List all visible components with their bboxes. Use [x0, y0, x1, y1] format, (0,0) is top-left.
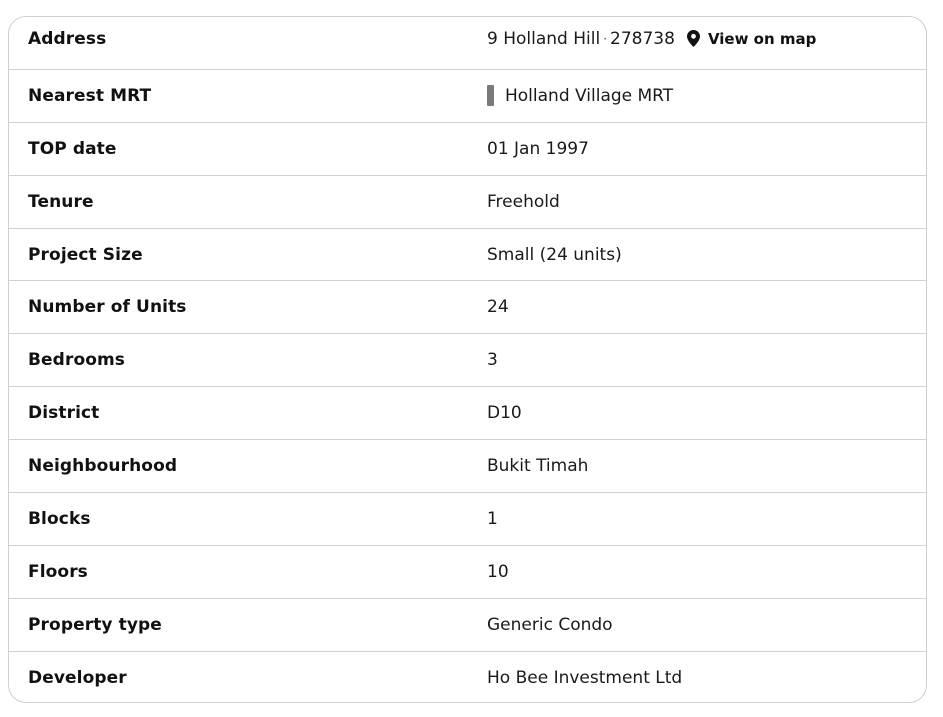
row-bedrooms — [9, 334, 926, 387]
property-details-table — [8, 16, 927, 703]
row-blocks — [9, 493, 926, 546]
address-postal: 278738 — [610, 28, 675, 49]
top-date-value: 01 Jan 1997 — [487, 138, 589, 159]
row-developer — [9, 652, 926, 703]
row-address — [9, 17, 926, 70]
tenure-value: Freehold — [487, 191, 560, 212]
nearest-mrt-value — [487, 70, 673, 122]
address-separator: · — [603, 31, 608, 46]
nearest-mrt-label: Nearest MRT — [28, 85, 152, 106]
project-size-value: Small (24 units) — [487, 244, 622, 265]
district-value: D10 — [487, 403, 522, 424]
row-nearest-mrt — [9, 70, 926, 123]
row-tenure — [9, 176, 926, 229]
row-number-of-units — [9, 281, 926, 334]
number-of-units-value: 24 — [487, 297, 509, 318]
row-top-date — [9, 123, 926, 176]
mrt-line-color-bar — [487, 85, 494, 106]
floors-value: 10 — [487, 561, 509, 582]
project-size-label: Project Size — [28, 244, 143, 265]
row-property-type — [9, 599, 926, 652]
tenure-label: Tenure — [28, 191, 94, 212]
blocks-value: 1 — [487, 508, 498, 529]
row-district — [9, 387, 926, 440]
bedrooms-label: Bedrooms — [28, 350, 126, 371]
bedrooms-value: 3 — [487, 350, 498, 371]
view-on-map-label: View on map — [707, 29, 817, 48]
property-type-value: Generic Condo — [487, 614, 613, 635]
floors-label: Floors — [28, 561, 88, 582]
row-floors — [9, 546, 926, 599]
number-of-units-label: Number of Units — [28, 297, 187, 318]
address-label: Address — [28, 28, 107, 49]
district-label: District — [28, 403, 100, 424]
top-date-label: TOP date — [28, 138, 117, 159]
developer-label: Developer — [28, 668, 127, 689]
mrt-station-name: Holland Village MRT — [505, 85, 674, 106]
property-type-label: Property type — [28, 614, 162, 635]
map-pin-icon — [687, 30, 700, 47]
developer-value: Ho Bee Investment Ltd — [487, 668, 683, 689]
view-on-map-link[interactable] — [687, 30, 816, 48]
row-project-size — [9, 229, 926, 282]
address-street: 9 Holland Hill — [487, 28, 601, 49]
blocks-label: Blocks — [28, 508, 91, 529]
neighbourhood-value: Bukit Timah — [487, 456, 589, 477]
address-value — [487, 16, 816, 65]
row-neighbourhood — [9, 440, 926, 493]
neighbourhood-label: Neighbourhood — [28, 456, 178, 477]
